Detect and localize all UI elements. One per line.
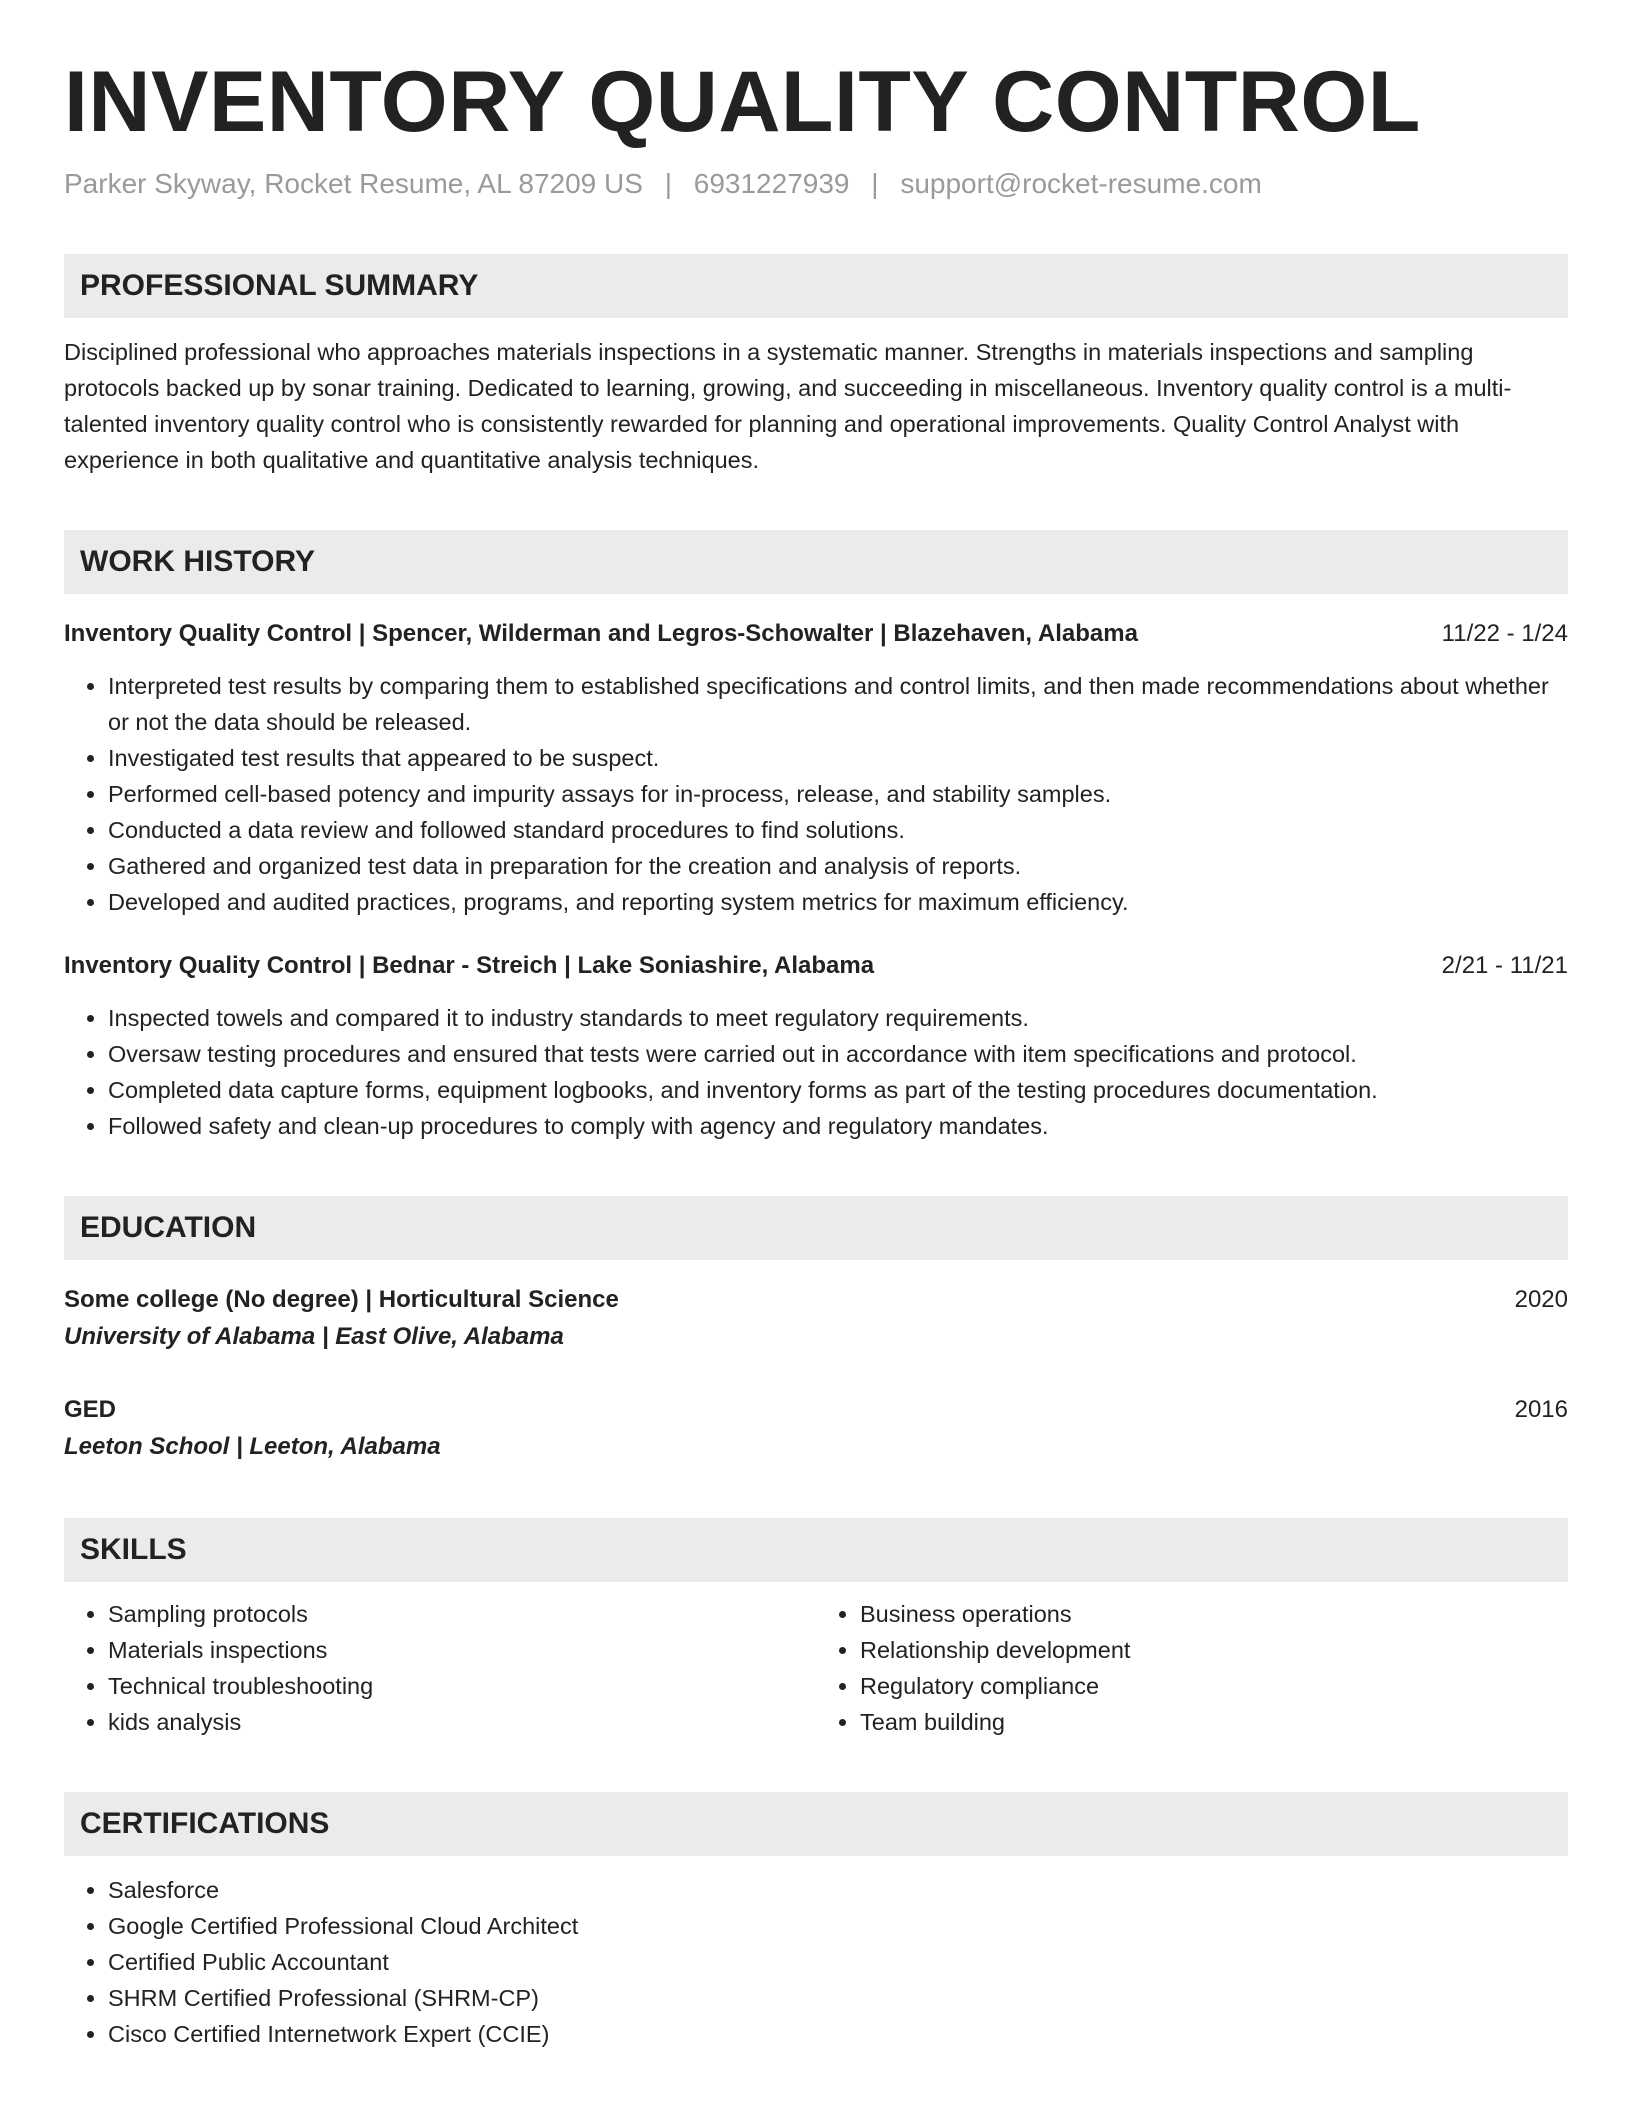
job-dates: 2/21 - 11/21 [1441, 952, 1568, 979]
education-year: 2016 [1514, 1396, 1568, 1423]
job-entry [64, 948, 1568, 1144]
certification-item: • Google Certified Professional Cloud Architect [108, 1908, 1568, 1944]
skill-item: • Relationship development [860, 1632, 1568, 1668]
skill-item: • kids analysis [108, 1704, 816, 1740]
job-bullet: • Investigated test results that appeared to be suspect. [108, 740, 1568, 776]
summary-text: Disciplined professional who approaches materials inspections in a systematic manner. Strengths in materials inspections and sampling protocols backed up by sonar training. Dedicated to learning, growing, and succeeding in miscellaneous. Inventory quality control is a multi-talented inventory quality control who is consistently rewarded for planning and operational improvements. Quality Control Analyst with experience in both qualitative and quantitative analysis techniques. [64, 339, 1512, 473]
certification-item: • Salesforce [108, 1872, 1568, 1908]
education-entry [64, 1392, 1568, 1466]
contact-separator: | [664, 168, 672, 199]
job-bullet: • Completed data capture forms, equipment logbooks, and inventory forms as part of the testing procedures documentation. [108, 1072, 1568, 1108]
skills-columns [64, 1596, 1568, 1740]
certification-item: • Cisco Certified Internetwork Expert (CCIE) [108, 2016, 1568, 2052]
education-degree: GED [64, 1396, 117, 1423]
job-bullet: • Developed and audited practices, programs, and reporting system metrics for maximum efficiency. [108, 884, 1568, 920]
job-bullet: • Gathered and organized test data in preparation for the creation and analysis of reports. [108, 848, 1568, 884]
section-heading-work-history: WORK HISTORY [64, 530, 1568, 594]
education-school: University of Alabama | East Olive, Alabama [64, 1323, 564, 1350]
skill-item: • Regulatory compliance [860, 1668, 1568, 1704]
contact-phone: 6931227939 [693, 168, 850, 199]
skill-item: • Technical troubleshooting [108, 1668, 816, 1704]
section-heading-summary: PROFESSIONAL SUMMARY [64, 254, 1568, 318]
job-bullet: • Followed safety and clean-up procedures to comply with agency and regulatory mandates. [108, 1108, 1568, 1144]
skill-item: • Business operations [860, 1596, 1568, 1632]
contact-address: Parker Skyway, Rocket Resume, AL 87209 US [64, 168, 643, 199]
job-bullet: • Interpreted test results by comparing them to established specifications and control limits, and then made recommendations about whether or not the data should be released. [108, 668, 1568, 740]
skills-list-right [816, 1596, 1568, 1740]
skill-item: • Materials inspections [108, 1632, 816, 1668]
contact-email: support@rocket-resume.com [900, 168, 1262, 199]
certifications-list [64, 1872, 1568, 2052]
job-bullet: • Inspected towels and compared it to industry standards to meet regulatory requirements. [108, 1000, 1568, 1036]
section-heading-certifications: CERTIFICATIONS [64, 1792, 1568, 1856]
resume-name: INVENTORY QUALITY CONTROL [64, 54, 1421, 150]
section-heading-skills: SKILLS [64, 1518, 1568, 1582]
skill-item: • Team building [860, 1704, 1568, 1740]
education-year: 2020 [1514, 1286, 1568, 1313]
contact-separator: | [871, 168, 879, 199]
skill-item: • Sampling protocols [108, 1596, 816, 1632]
job-bullets [64, 668, 1568, 920]
job-bullet: • Oversaw testing procedures and ensured that tests were carried out in accordance with item specifications and protocol. [108, 1036, 1568, 1072]
contact-line [64, 166, 1568, 202]
job-dates: 11/22 - 1/24 [1441, 620, 1568, 647]
certification-item: • SHRM Certified Professional (SHRM-CP) [108, 1980, 1568, 2016]
job-bullet: • Conducted a data review and followed standard procedures to find solutions. [108, 812, 1568, 848]
job-bullets [64, 1000, 1568, 1144]
certification-item: • Certified Public Accountant [108, 1944, 1568, 1980]
job-title: Inventory Quality Control | Bednar - Streich | Lake Soniashire, Alabama [64, 952, 875, 979]
section-heading-education: EDUCATION [64, 1196, 1568, 1260]
skills-list-left [64, 1596, 816, 1740]
education-degree: Some college (No degree) | Horticultural Science [64, 1286, 619, 1313]
job-title: Inventory Quality Control | Spencer, Wilderman and Legros-Schowalter | Blazehaven, Alabama [64, 620, 1138, 647]
job-bullet: • Performed cell-based potency and impurity assays for in-process, release, and stability samples. [108, 776, 1568, 812]
education-school: Leeton School | Leeton, Alabama [64, 1433, 441, 1460]
education-entry [64, 1282, 1568, 1356]
job-entry [64, 616, 1568, 920]
